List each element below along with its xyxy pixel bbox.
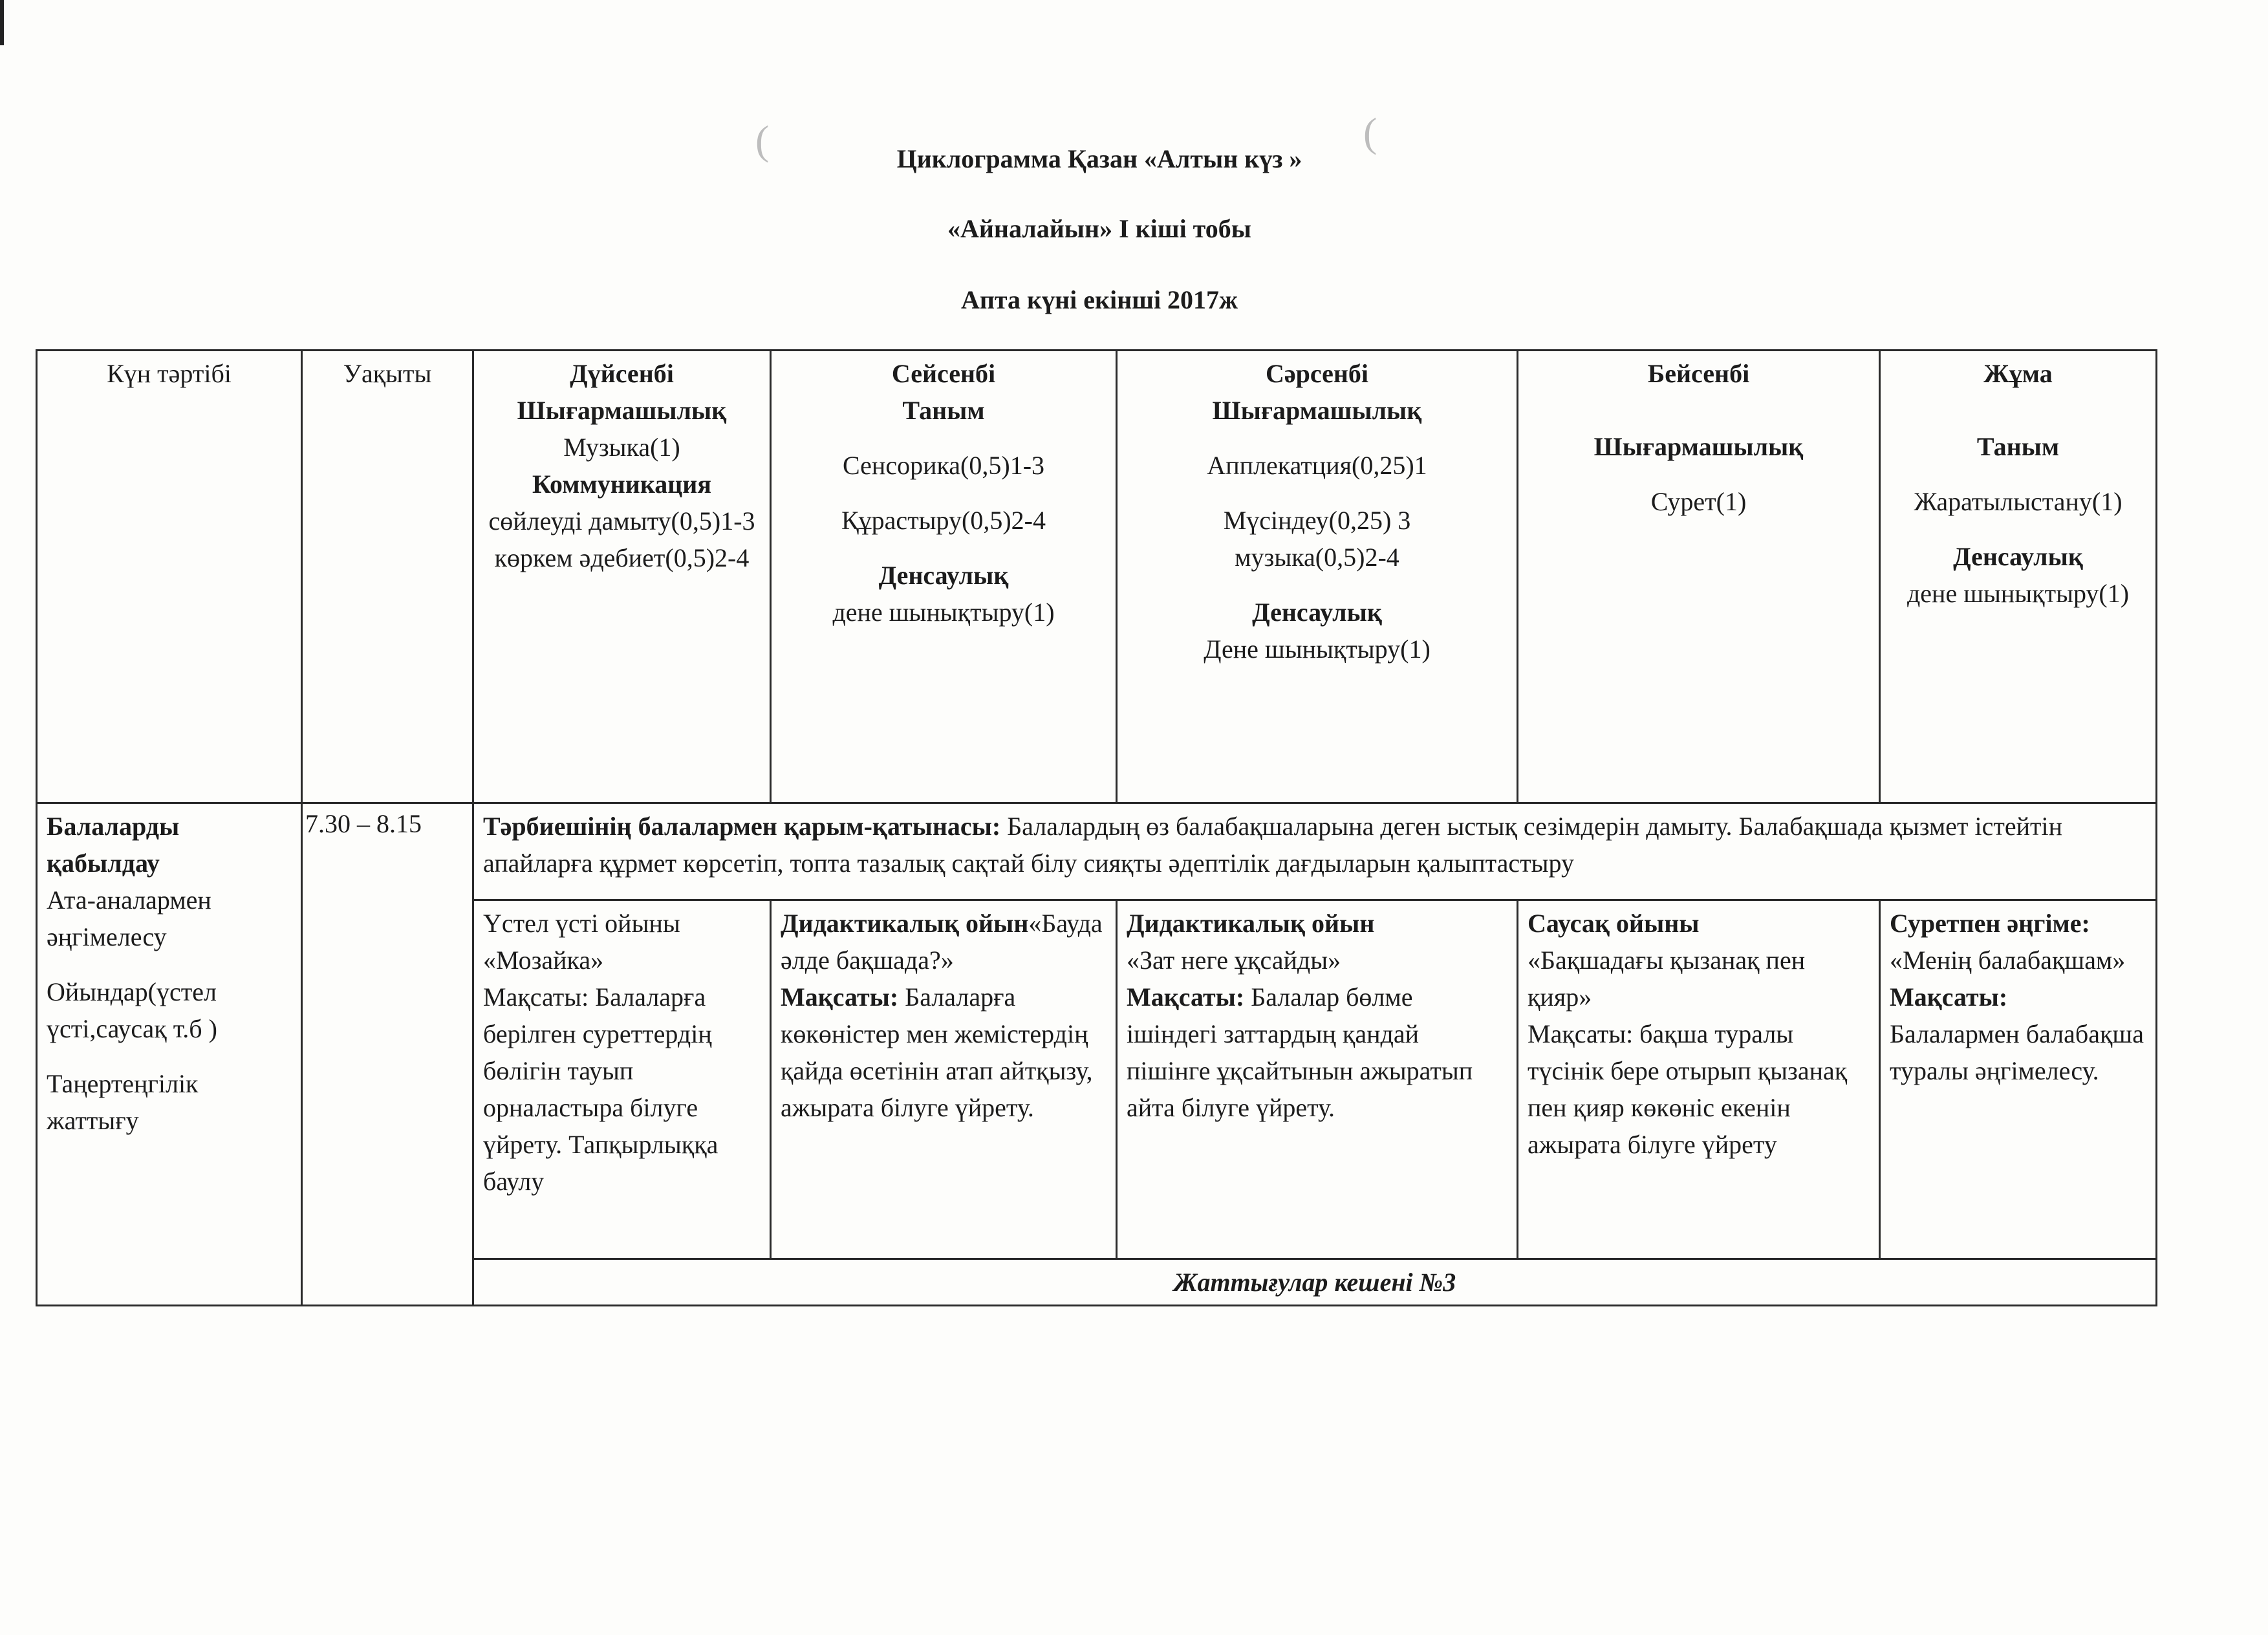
thursday-activity-type: Саусақ ойыны: [1528, 909, 1700, 938]
friday-activity-cell: [1880, 900, 2157, 1259]
monday-day: Дүйсенбі: [570, 359, 674, 388]
col-thursday-header: [1518, 351, 1880, 803]
tuesday-activity-type: Дидактикалық ойын: [781, 909, 1029, 938]
reception-item-parents: Ата-аналармен әңгімелесу: [47, 885, 211, 951]
wednesday-day: Сәрсенбі: [1265, 359, 1369, 388]
tuesday-goal-text: Балаларға көкөністер мен жемістердің қайда өсетінін атап айтқызу, ажырата білуге үйрету.: [781, 982, 1093, 1122]
col-monday-header: [473, 351, 771, 803]
exercise-cell: [473, 1259, 2157, 1306]
friday-activity-type: Суретпен әңгіме:: [1890, 909, 2090, 938]
col-tuesday-header: [771, 351, 1117, 803]
teacher-communication-text: Балалардың өз балабақшаларына деген ыстық сезімдерін дамыту. Балабақшада қызмет істейтін апайларға құрмет көрсетіп, топта тазалық сақтай білу сияқты әдептілік дағдыларын қалыптастыру: [483, 812, 2063, 878]
thursday-activity-title: «Бақшадағы қызанақ пен қияр»: [1528, 946, 1806, 1012]
decorative-mark-right: (: [1363, 109, 1377, 155]
monday-activity-title: Үстел үсті ойыны «Мозайка»: [483, 909, 680, 975]
friday-goal-text: Балалармен балабақша туралы әңгімелесу.: [1890, 1019, 2144, 1085]
reception-time-cell: [302, 803, 473, 1306]
header-row: [37, 351, 2157, 803]
tuesday-subject2: Құрастыру(0,5)2-4: [841, 506, 1046, 535]
wednesday-area1: Шығармашылық: [1212, 396, 1422, 425]
reception-title: Балаларды қабылдау: [47, 812, 180, 878]
thursday-subject1: Сурет(1): [1650, 487, 1747, 516]
friday-area2: Денсаулық: [1953, 542, 2083, 571]
friday-goal-label: Мақсаты:: [1890, 982, 2008, 1012]
col-friday-header: [1880, 351, 2157, 803]
col-wednesday-header: [1117, 351, 1518, 803]
friday-subject2: дене шынықтыру(1): [1906, 579, 2130, 608]
col-regime-header: [37, 351, 302, 803]
tuesday-activity-title: «Бауда әлде бақшада?»: [781, 909, 1103, 975]
thursday-day: Бейсенбі: [1647, 359, 1750, 388]
tuesday-subject3: дене шынықтыру(1): [832, 598, 1055, 627]
wednesday-goal-label: Мақсаты:: [1127, 982, 1245, 1012]
teacher-communication-cell: [473, 803, 2157, 900]
cyclogram-table: [36, 349, 2157, 1306]
wednesday-subject1: Апплекатция(0,25)1: [1207, 451, 1427, 480]
scan-edge-mark: [0, 0, 4, 45]
teacher-communication-label: Тәрбиешінің балалармен қарым-қатынасы:: [483, 812, 1001, 841]
col-regime-label: Күн тәртібі: [107, 359, 232, 388]
friday-day: Жұма: [1983, 359, 2053, 388]
monday-subject3: көркем әдебиет(0,5)2-4: [494, 543, 750, 572]
friday-area1: Таным: [1976, 432, 2060, 461]
wednesday-subject3: музыка(0,5)2-4: [1235, 543, 1399, 572]
wednesday-goal-text: Балалар бөлме ішіндегі заттардың қандай пішінге ұқсайтынын ажыратып айта білуге үйрету.: [1127, 982, 1473, 1122]
thursday-activity-cell: [1518, 900, 1880, 1259]
wednesday-activity-title: «Зат неге ұқсайды»: [1127, 946, 1341, 975]
tuesday-goal-label: Мақсаты:: [781, 982, 899, 1012]
group-name: «Айналайын» І кіші тобы: [947, 214, 1252, 243]
thursday-area1: Шығармашылық: [1593, 432, 1804, 461]
reception-time: 7.30 – 8.15: [305, 809, 422, 838]
col-time-header: [302, 351, 473, 803]
monday-area1: Шығармашылық: [517, 396, 727, 425]
col-time-label: Уақыты: [343, 359, 432, 388]
tuesday-day: Сейсенбі: [891, 359, 996, 388]
monday-activity-cell: [473, 900, 771, 1259]
wednesday-subject4: Дене шынықтыру(1): [1204, 634, 1431, 664]
wednesday-activity-type: Дидактикалық ойын: [1127, 909, 1375, 938]
tuesday-subject1: Сенсорика(0,5)1-3: [842, 451, 1045, 480]
monday-subject1: Музыка(1): [563, 433, 680, 462]
tuesday-area1: Таным: [902, 396, 985, 425]
decorative-mark-left: (: [755, 117, 770, 163]
tuesday-area2: Денсаулық: [878, 561, 1009, 590]
monday-subject2: сөйлеуді дамыту(0,5)1-3: [488, 506, 755, 536]
monday-goal-text: Балаларға берілген суреттердің бөлігін тауып орналастыра білуге үйрету. Тапқырлыққа баулу: [483, 982, 718, 1196]
wednesday-activity-cell: [1117, 900, 1518, 1259]
friday-activity-title: «Менің балабақшам»: [1890, 946, 2126, 975]
friday-subject1: Жаратылыстану(1): [1914, 487, 2122, 516]
monday-area2: Коммуникация: [532, 470, 711, 499]
wednesday-area2: Денсаулық: [1252, 598, 1382, 627]
reception-goal-row: [37, 803, 2157, 900]
reception-item-exercise: Таңертеңгілік жаттығу: [47, 1069, 199, 1135]
exercise-complex-label: Жаттығулар кешені №3: [1173, 1268, 1456, 1297]
thursday-goal-text: Мақсаты: бақша туралы түсінік бере отырып қызанақ пен қияр көкөніс екенін ажырата білуге үйрету: [1528, 1019, 1848, 1159]
monday-goal-label: Мақсаты:: [483, 982, 589, 1012]
wednesday-subject2: Мүсіндеу(0,25) 3: [1223, 506, 1411, 535]
reception-item-games: Ойындар(үстел үсті,саусақ т.б ): [47, 977, 217, 1043]
tuesday-activity-cell: [771, 900, 1117, 1259]
reception-cell: [37, 803, 302, 1306]
week-label: Апта күні екінші 2017ж: [960, 285, 1238, 314]
document-title: Циклограмма Қазан «Алтын күз »: [896, 144, 1302, 173]
